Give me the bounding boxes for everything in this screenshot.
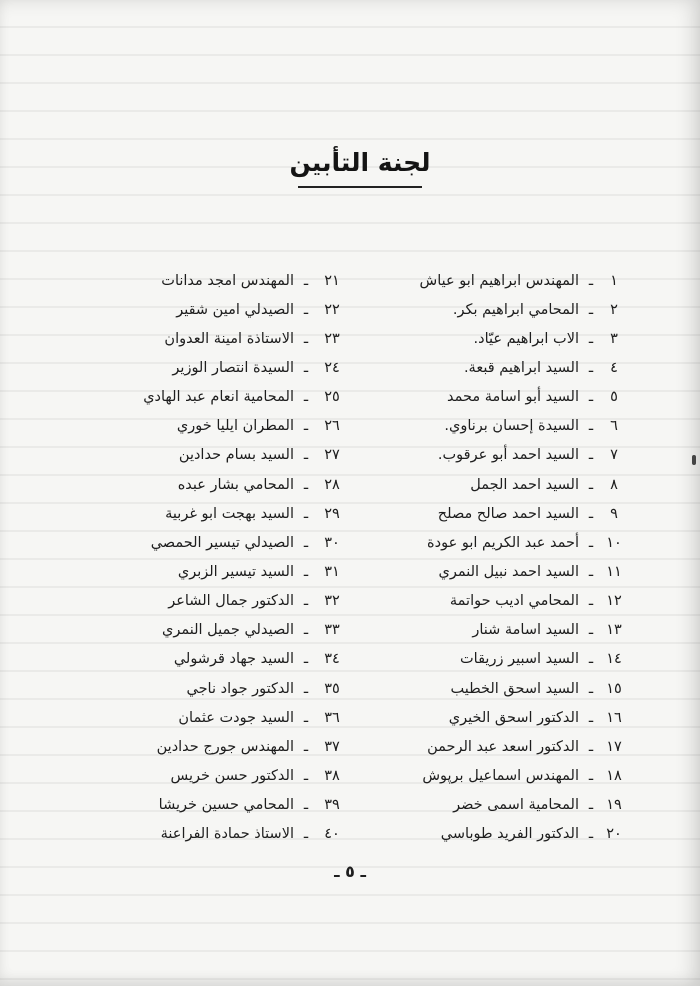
list-item [96,441,346,470]
item-name: السيد احمد نبيل النمري [438,563,579,580]
item-number: ٣١ [324,563,340,580]
item-name: المهندس اسماعيل برپوش [422,767,579,784]
list-item [385,616,625,645]
item-number: ٣٣ [324,622,340,639]
item-number: ٣٢ [324,593,340,610]
list-item [385,528,625,557]
item-name: الاستاذة امينة العدوان [164,330,294,347]
list-item [385,587,625,616]
item-number: ١ [610,272,618,289]
list-item [96,820,346,849]
item-number: ٧ [610,447,618,464]
item-number: ٢٥ [324,389,340,406]
list-item [385,353,625,382]
list-item [96,324,346,353]
item-number: ١٢ [606,593,622,610]
list-item [96,557,346,586]
list-item [385,441,625,470]
list-item [96,791,346,820]
item-name: المهندس ابراهيم ابو عياش [419,272,579,289]
list-item [96,383,346,412]
item-separator: ـ [303,534,309,551]
list-item [96,470,346,499]
item-separator: ـ [303,272,309,289]
item-separator: ـ [588,389,594,406]
item-separator: ـ [588,622,594,639]
list-item [385,383,625,412]
list-item [96,412,346,441]
item-name: السيد بسام حدادين [178,447,294,464]
list-item [96,645,346,674]
item-separator: ـ [303,651,309,668]
item-separator: ـ [303,738,309,755]
item-separator: ـ [588,330,594,347]
item-name: المحامية اسمى خضر [453,797,579,814]
item-name: السيدة انتصار الوزير [172,359,294,376]
item-separator: ـ [588,826,594,843]
item-number: ٣٦ [324,709,340,726]
item-name: السيد احمد الجمل [470,476,579,493]
item-separator: ـ [303,563,309,580]
item-number: ٣٥ [324,680,340,697]
item-number: ٥ [610,389,618,406]
item-number: ١٦ [606,709,622,726]
item-number: ٩ [610,505,618,522]
list-item [385,470,625,499]
item-separator: ـ [303,622,309,639]
item-number: ٢٦ [324,418,340,435]
item-name: السيد جودت عثمان [178,709,294,726]
item-separator: ـ [303,680,309,697]
item-number: ٣٧ [324,738,340,755]
list-item [96,528,346,557]
list-item [96,499,346,528]
item-number: ٢٨ [324,476,340,493]
item-name: السيد ابراهيم قبعة. [463,359,579,376]
item-separator: ـ [588,301,594,318]
list-item [385,674,625,703]
list-item [96,761,346,790]
item-name: الصيدلي جميل النمري [162,622,294,639]
list-item [385,324,625,353]
item-name: المهندس امجد مدانات [161,272,294,289]
item-separator: ـ [588,593,594,610]
list-item [385,266,625,295]
names-column-right [385,266,625,849]
list-item [96,616,346,645]
item-number: ٢٣ [324,330,340,347]
item-name: الاستاذ حمادة الفراعنة [160,826,294,843]
item-number: ٢ [610,301,618,318]
item-name: المهندس جورج حدادين [156,738,294,755]
item-name: السيد احمد أبو عرقوب. [437,447,579,464]
list-item [385,761,625,790]
item-name: المطران ايليا خوري [176,418,294,435]
item-name: الدكتور حسن خريس [170,767,294,784]
list-item [96,674,346,703]
list-item [385,732,625,761]
item-separator: ـ [303,505,309,522]
item-separator: ـ [588,359,594,376]
title-underline [298,186,422,188]
item-number: ٣٤ [324,651,340,668]
item-separator: ـ [303,301,309,318]
item-separator: ـ [588,534,594,551]
item-name: السيد أبو اسامة محمد [446,389,579,406]
list-item [385,557,625,586]
item-separator: ـ [588,505,594,522]
list-item [385,791,625,820]
item-separator: ـ [303,476,309,493]
item-number: ٤٠ [324,826,340,843]
item-name: الدكتور الفريد طوباسي [440,826,579,843]
list-item [96,353,346,382]
page-number: ـ ٥ ـ [334,862,366,881]
item-name: المحامي ابراهيم بكر. [452,301,579,318]
item-name: المحامية انعام عبد الهادي [143,389,294,406]
item-name: السيد تيسير الزبري [177,563,294,580]
item-separator: ـ [303,826,309,843]
item-number: ٣٩ [324,797,340,814]
item-separator: ـ [588,272,594,289]
item-number: ٣٨ [324,767,340,784]
item-name: المحامي اديب حواتمة [449,593,579,610]
item-name: الصيدلي امين شقير [176,301,294,318]
item-name: السيد جهاد قرشولي [173,651,294,668]
item-separator: ـ [303,359,309,376]
list-item [96,266,346,295]
item-separator: ـ [303,447,309,464]
item-name: السيد اسامة شنار [472,622,579,639]
item-separator: ـ [303,330,309,347]
list-item [385,412,625,441]
item-name: السيدة إحسان برناوي. [444,418,579,435]
item-separator: ـ [588,563,594,580]
item-number: ١٧ [606,738,622,755]
item-name: السيد بهجت ابو غربية [165,505,294,522]
item-separator: ـ [588,476,594,493]
item-separator: ـ [303,767,309,784]
item-name: الدكتور جواد ناجي [186,680,294,697]
item-separator: ـ [303,389,309,406]
page-edge-mark [692,455,696,465]
item-separator: ـ [303,418,309,435]
item-separator: ـ [588,767,594,784]
item-name: الدكتور اسحق الخيري [448,709,579,726]
item-number: ٤ [610,359,618,376]
names-column-left [96,266,346,849]
list-item [96,295,346,324]
item-separator: ـ [588,738,594,755]
item-number: ٢٧ [324,447,340,464]
item-number: ٢٤ [324,359,340,376]
list-item [385,820,625,849]
item-number: ٢٩ [324,505,340,522]
item-number: ٣٠ [324,534,340,551]
item-number: ٢١ [324,272,340,289]
item-number: ٨ [610,476,618,493]
item-separator: ـ [588,418,594,435]
item-separator: ـ [588,447,594,464]
item-name: المحامي بشار عبده [177,476,294,493]
item-name: المحامي حسين خريشا [158,797,294,814]
item-name: السيد اسحق الخطيب [450,680,579,697]
item-number: ١٣ [606,622,622,639]
item-separator: ـ [588,651,594,668]
list-item [96,703,346,732]
item-separator: ـ [588,797,594,814]
item-name: الدكتور اسعد عبد الرحمن [427,738,579,755]
list-item [385,645,625,674]
item-separator: ـ [303,797,309,814]
list-item [385,295,625,324]
list-item [96,732,346,761]
item-name: أحمد عبد الكريم ابو عودة [427,534,579,551]
item-separator: ـ [303,709,309,726]
list-item [385,499,625,528]
page-title: لجنة التأبين [289,148,431,177]
list-item [385,703,625,732]
item-number: ٢٢ [324,301,340,318]
item-number: ١٠ [606,534,622,551]
item-separator: ـ [303,593,309,610]
item-name: السيد اسبير زريقات [460,651,579,668]
item-name: الصيدلي تيسير الحمصي [150,534,294,551]
item-number: ١٥ [606,680,622,697]
item-number: ٣ [610,330,618,347]
item-name: الدكتور جمال الشاعر [168,593,294,610]
item-separator: ـ [588,709,594,726]
item-number: ٦ [610,418,618,435]
item-number: ١٨ [606,767,622,784]
item-number: ١٤ [606,651,622,668]
item-number: ١٩ [606,797,622,814]
list-item [96,587,346,616]
item-name: الاب ابراهيم عيّاد. [473,330,579,347]
item-separator: ـ [588,680,594,697]
item-name: السيد احمد صالح مصلح [437,505,579,522]
item-number: ١١ [606,563,622,580]
item-number: ٢٠ [606,826,622,843]
